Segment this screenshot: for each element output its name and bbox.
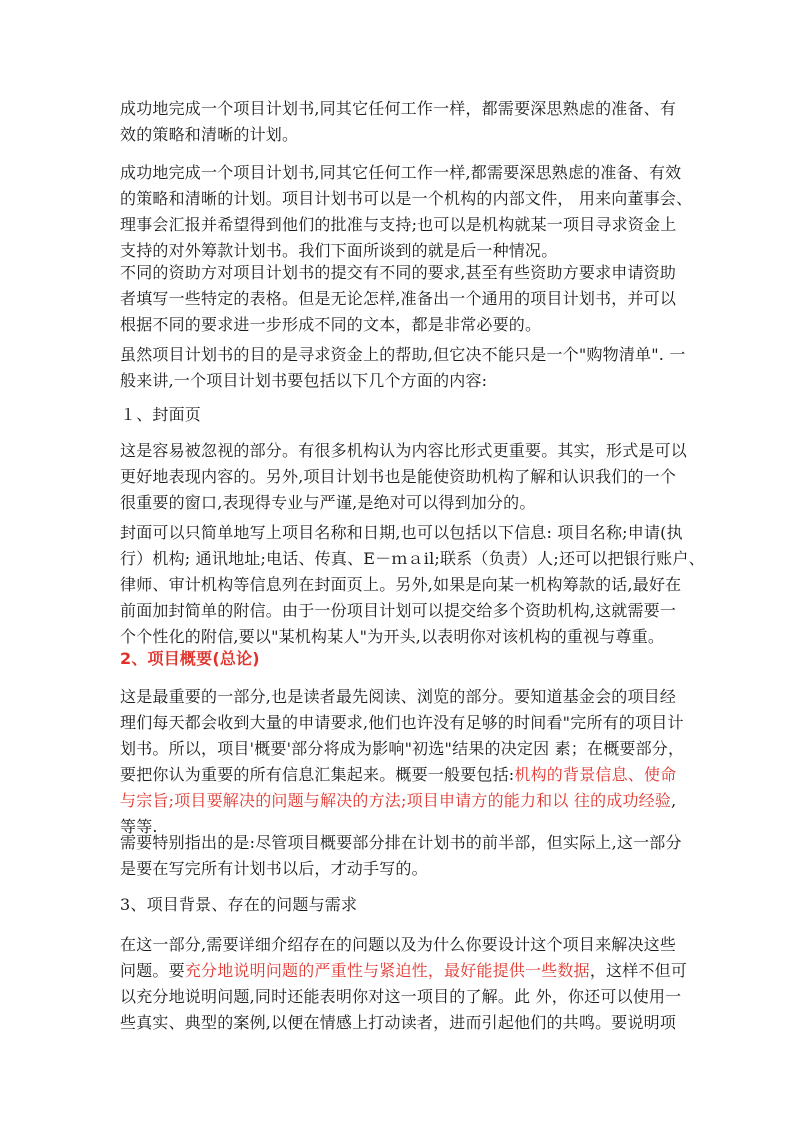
text-line: 需要特别指出的是:尽管项目概要部分排在计划书的前半部，但实际上,这一部分 xyxy=(120,833,682,852)
text-line: 这是最重要的一部分,也是读者最先阅读、浏览的部分。要知道基金会的项目经 xyxy=(120,687,677,706)
text-line xyxy=(120,788,685,814)
text-segment: 要把你认为重要的所有信息汇集起来。概要一般要包括: xyxy=(120,765,515,784)
text-line: 支持的对外筹款计划书。我们下面所谈到的就是后一种情况。 xyxy=(120,241,558,260)
text-line: 等等. xyxy=(120,817,158,836)
text-line: 很重要的窗口,表现得专业与严谨,是绝对可以得到加分的。 xyxy=(120,493,536,512)
requirements-paragraph xyxy=(120,260,685,338)
text-line: 者填写一些特定的表格。但是无论怎样,准备出一个通用的项目计划书，并可以 xyxy=(120,289,677,308)
text-line: 些真实、典型的案例,以便在情感上打动读者，进而引起他们的共鸣。要说明项 xyxy=(120,1013,677,1032)
text-line: 效的策略和清晰的计划。 xyxy=(120,125,299,144)
summary-paragraph-1 xyxy=(120,684,685,840)
text-line: 在这一部分,需要详细介绍存在的问题以及为什么你要设计这个项目来解决这些 xyxy=(120,935,677,954)
text-line: 前面加封简单的附信。由于一份项目计划可以提交给多个资助机构,这就需要一 xyxy=(120,601,677,620)
text-line: 划书。所以，项目'概要'部分将成为影响"初选"结果的决定因 素；在概要部分， xyxy=(120,739,685,758)
text-line: 理事会汇报并希望得到他们的批准与支持;也可以是机构就某一项目寻求资金上 xyxy=(120,215,677,234)
cover-paragraph-1 xyxy=(120,438,688,516)
text-line: 成功地完成一个项目计划书,同其它任何工作一样，都需要深思熟虑的准备、有 xyxy=(120,99,677,118)
text-line: 行）机构; 通讯地址;电话、传真、E－ｍａil;联系（负责）人;还可以把银行账户、 xyxy=(120,549,705,568)
text-segment: ，这样不但可 xyxy=(589,961,688,980)
heading-text: １、封面页 xyxy=(120,405,202,424)
text-line xyxy=(120,958,688,984)
text-line: 更好地表现内容的。另外,项目计划书也是能使资助机构了解和认识我们的一个 xyxy=(120,467,677,486)
text-line: 是要在写完所有计划书以后，才动手写的。 xyxy=(120,859,428,878)
section-3-heading xyxy=(120,892,685,918)
text-line: 的策略和清晰的计划。项目计划书可以是一个机构的内部文件， 用来向董事会、 xyxy=(120,189,693,208)
summary-paragraph-2 xyxy=(120,830,685,882)
section-2-heading xyxy=(120,646,685,672)
highlighted-text: 充分地说明问题的严重性与紧迫性，最好能提供一些数据 xyxy=(184,961,590,980)
text-line: 这是容易被忽视的部分。有很多机构认为内容比形式更重要。其实，形式是可以 xyxy=(120,441,688,460)
text-line: 以充分地说明问题,同时还能表明你对这一项目的了解。此 外，你还可以使用一 xyxy=(120,987,682,1006)
text-segment: , xyxy=(671,791,677,810)
text-line: 根据不同的要求进一步形成不同的文本，都是非常必要的。 xyxy=(120,315,542,334)
text-line: 理们每天都会收到大量的申请要求,他们也许没有足够的时间看"完所有的项目计 xyxy=(120,713,684,732)
highlighted-text: 机构的背景信息、使命 xyxy=(514,765,677,784)
intro-paragraph xyxy=(120,96,685,148)
text-line: 虽然项目计划书的目的是寻求资金上的帮助,但它决不能只是一个"购物清单". 一 xyxy=(120,345,686,364)
text-line: 般来讲,一个项目计划书要包括以下几个方面的内容: xyxy=(120,371,488,390)
purpose-paragraph xyxy=(120,342,685,394)
heading-text: 2、项目概要(总论) xyxy=(120,649,260,668)
text-line: 律师、审计机构等信息列在封面页上。另外,如果是向某一机构筹款的话,最好在 xyxy=(120,575,682,594)
cover-paragraph-2 xyxy=(120,520,705,650)
text-line: 不同的资助方对项目计划书的提交有不同的要求,甚至有些资助方要求申请资助 xyxy=(120,263,677,282)
text-segment: 问题。要 xyxy=(120,961,185,980)
heading-text: 3、项目背景、存在的问题与需求 xyxy=(120,895,358,914)
plan-paragraph xyxy=(120,160,693,264)
section-1-heading xyxy=(120,402,685,428)
text-line: 封面可以只简单地写上项目名称和日期,也可以包括以下信息: 项目名称;申请(执 xyxy=(120,523,683,542)
text-line xyxy=(120,762,685,788)
text-line: 成功地完成一个项目计划书,同其它任何工作一样,都需要深思熟虑的准备、有效 xyxy=(120,163,682,182)
background-paragraph xyxy=(120,932,688,1036)
text-line: 个个性化的附信,要以"某机构某人"为开头,以表明你对该机构的重视与尊重。 xyxy=(120,627,665,646)
highlighted-text: 与宗旨;项目要解决的问题与解决的方法;项目申请方的能力和以 往的成功经验 xyxy=(120,791,672,810)
